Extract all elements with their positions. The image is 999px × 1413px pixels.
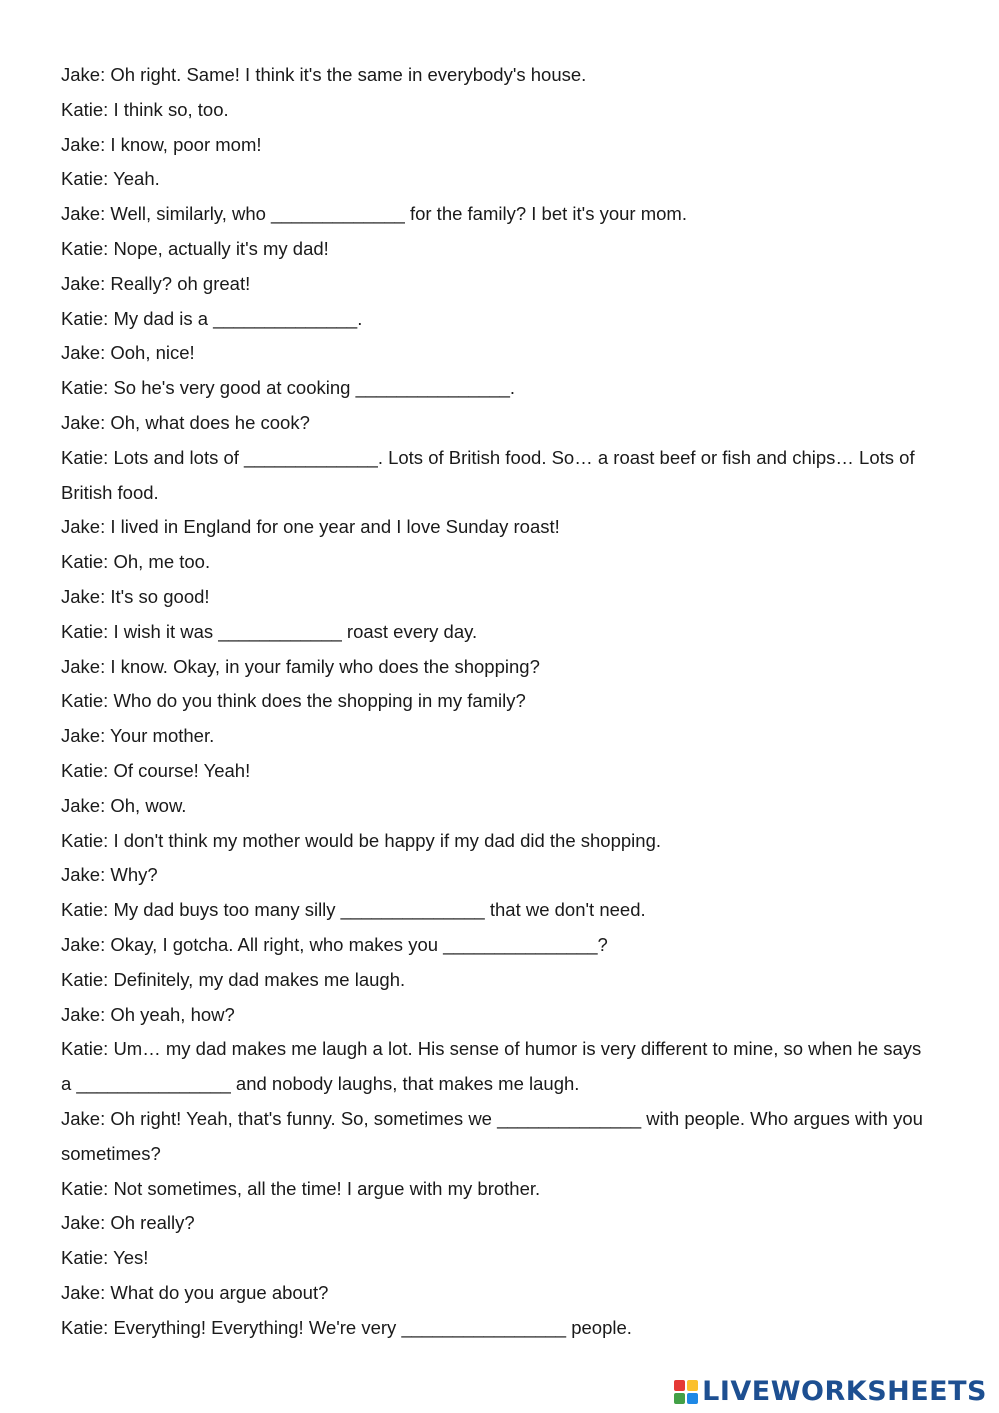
- dialogue-line: Katie: Everything! Everything! We're very ________________ people.: [61, 1316, 632, 1338]
- dialogue-line: Katie: So he's very good at cooking _______________.: [61, 377, 516, 399]
- dialogue-line: Jake: Oh, what does he cook?: [61, 411, 310, 433]
- dialogue-line: Katie: My dad buys too many silly ______________ that we don't need.: [61, 899, 646, 921]
- dialogue-line: Jake: It's so good!: [61, 585, 210, 607]
- dialogue-line: Katie: Oh, me too.: [61, 551, 211, 573]
- dialogue-line: Jake: I know. Okay, in your family who does the shopping?: [61, 655, 540, 677]
- dialogue-line: Jake: What do you argue about?: [61, 1281, 329, 1303]
- dialogue-line: Katie: I wish it was ____________ roast every day.: [61, 620, 478, 642]
- dialogue-line: Katie: My dad is a ______________.: [61, 307, 363, 329]
- dialogue-line: Jake: Why?: [61, 864, 158, 886]
- dialogue-line: Jake: I lived in England for one year and I love Sunday roast!: [61, 516, 560, 538]
- dialogue-line: Jake: Ooh, nice!: [61, 342, 195, 364]
- dialogue-line: Katie: Nope, actually it's my dad!: [61, 237, 329, 259]
- liveworksheets-logo[interactable]: [674, 1376, 987, 1407]
- dialogue-line: Katie: Lots and lots of _____________. Lots of British food. So… a roast beef or fish and chips… Lots of British food.: [61, 446, 915, 503]
- dialogue-line: Katie: I think so, too.: [61, 98, 229, 120]
- dialogue-line: Katie: Definitely, my dad makes me laugh.: [61, 968, 406, 990]
- logo-block: [674, 1393, 685, 1404]
- dialogue-line: Jake: Oh, wow.: [61, 794, 187, 816]
- logo-blocks-icon: [674, 1380, 698, 1404]
- logo-text: LIVEWORKSHEETS: [702, 1376, 987, 1407]
- dialogue-line: Katie: Not sometimes, all the time! I argue with my brother.: [61, 1177, 541, 1199]
- dialogue-line: Jake: Oh yeah, how?: [61, 1003, 235, 1025]
- logo-block: [674, 1380, 685, 1391]
- dialogue-line: Jake: Okay, I gotcha. All right, who makes you _______________?: [61, 933, 608, 955]
- dialogue-text: [61, 58, 931, 1345]
- dialogue-line: Katie: Who do you think does the shopping in my family?: [61, 690, 526, 712]
- dialogue-line: Katie: Yeah.: [61, 168, 160, 190]
- dialogue-line: Katie: Yes!: [61, 1247, 149, 1269]
- dialogue-line: Jake: Your mother.: [61, 725, 215, 747]
- dialogue-line: Katie: Of course! Yeah!: [61, 759, 251, 781]
- dialogue-line: Jake: Oh really?: [61, 1212, 195, 1234]
- dialogue-line: Jake: Oh right! Yeah, that's funny. So, sometimes we ______________ with people. Who argues with you sometimes?: [61, 1107, 923, 1164]
- dialogue-line: Katie: I don't think my mother would be happy if my dad did the shopping.: [61, 829, 661, 851]
- dialogue-line: Jake: I know, poor mom!: [61, 133, 262, 155]
- dialogue-line: Jake: Oh right. Same! I think it's the same in everybody's house.: [61, 64, 587, 85]
- dialogue-line: Katie: Um… my dad makes me laugh a lot. His sense of humor is very different to mine, so when he says a _______________ and nobody laughs, that makes me laugh.: [61, 1038, 922, 1095]
- dialogue-line: Jake: Really? oh great!: [61, 272, 251, 294]
- logo-block: [687, 1380, 698, 1391]
- logo-block: [687, 1393, 698, 1404]
- dialogue-line: Jake: Well, similarly, who _____________ for the family? I bet it's your mom.: [61, 203, 687, 225]
